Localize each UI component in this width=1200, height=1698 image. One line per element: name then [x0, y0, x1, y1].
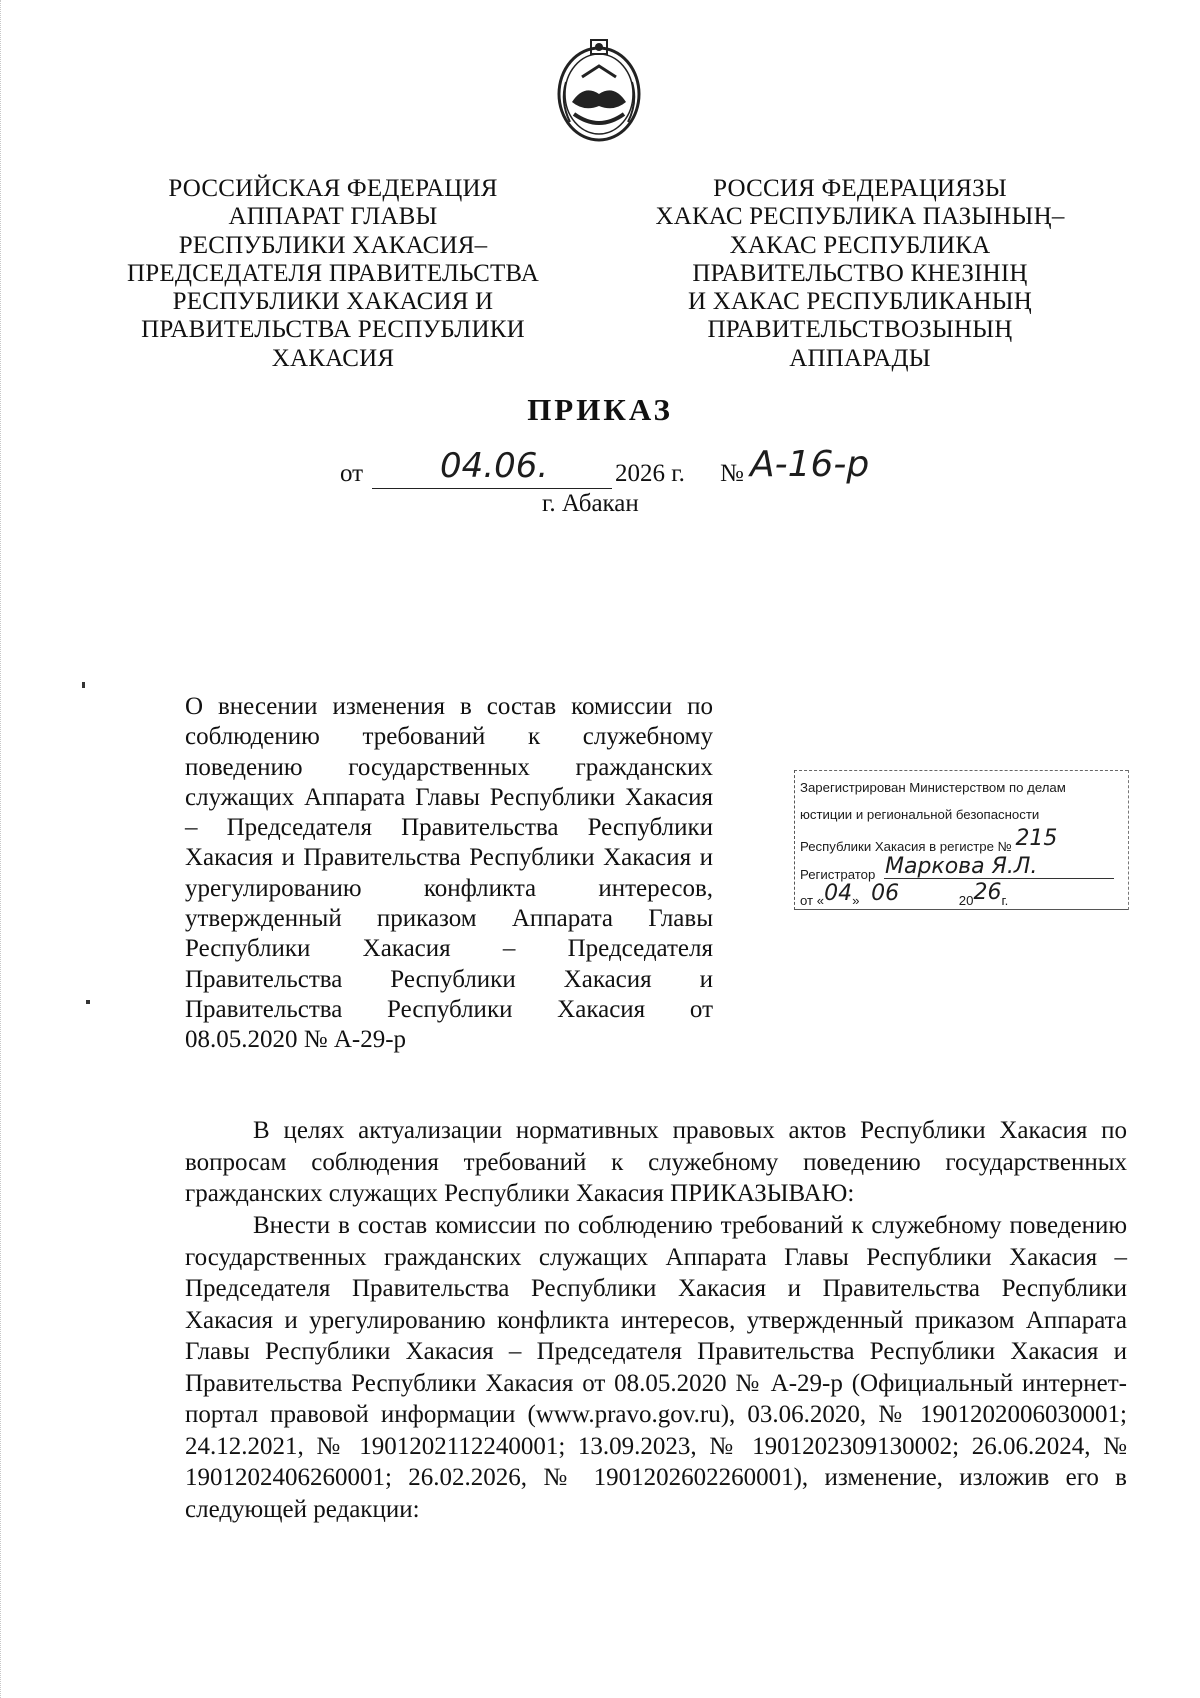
header-left-line: РЕСПУБЛИКИ ХАКАСИЯ–: [178, 231, 488, 259]
header-left-line: ПРАВИТЕЛЬСТВА РЕСПУБЛИКИ: [141, 316, 525, 344]
header-left-line: РОССИЙСКАЯ ФЕДЕРАЦИЯ: [168, 175, 498, 202]
stamp-border: [794, 770, 796, 910]
number-prefix: №: [720, 460, 744, 487]
stamp-line-2: юстиции и региональной безопасности: [800, 807, 1040, 822]
header-right-line: ХАКАС РЕСПУБЛИКА ПАЗЫНЫҢ–: [655, 203, 1065, 231]
order-subject: О внесении изменения в состав комиссии по соблюдению требований к служебному поведению государственных гражданских служащих Аппарата Главы Республики Хакасия – Председателя Правительства Республики Хакасия и Правительства Республики Хакасия и урегулированию конфликта интересов, утвержденный приказом Аппарата Главы Республики Хакасия – Председателя Правительства Республики Хакасия и Правительства Республики Хакасия от 08.05.2020 № А-29-р: [185, 693, 713, 1054]
header-right-line: ХАКАС РЕСПУБЛИКА: [729, 231, 991, 259]
header-left-line: АППАРАТ ГЛАВЫ: [228, 203, 438, 231]
registration-stamp: [794, 754, 1130, 926]
stamp-reg-number: 215: [1015, 826, 1058, 851]
scan-speck: [86, 1000, 90, 1004]
date-underline: [372, 488, 612, 489]
stamp-line-1: Зарегистрирован Министерством по делам: [800, 780, 1066, 795]
stamp-register-prefix: Республики Хакасия в регистре №: [800, 839, 1012, 854]
header-right-line: АППАРАДЫ: [789, 344, 931, 372]
header-left-line: ПРЕДСЕДАТЕЛЯ ПРАВИТЕЛЬСТВА: [127, 259, 539, 287]
year-text: 2026 г.: [615, 460, 685, 487]
scan-speck: [82, 682, 85, 688]
stamp-border: [794, 770, 1128, 771]
stamp-registrar-signature: Маркова Я.Л.: [884, 854, 1038, 879]
date-prefix: от: [340, 460, 364, 487]
stamp-date-year-prefix: 20: [958, 893, 974, 908]
header-right-line: РОССИЯ ФЕДЕРАЦИЯЗЫ: [713, 175, 1007, 202]
stamp-date-month: 06: [871, 881, 900, 906]
document-title: ПРИКАЗ: [527, 392, 673, 427]
header-right-line: ПРАВИТЕЛЬСТВОЗЫНЫҢ: [707, 316, 1013, 344]
stamp-date-suffix: г.: [1001, 893, 1009, 908]
page-edge: [0, 0, 5, 1698]
date-handwritten: 04.06.: [440, 446, 549, 486]
stamp-date-day: 04: [824, 881, 853, 906]
stamp-date-prefix: от «: [800, 893, 825, 908]
header-right-line: ПРАВИТЕЛЬСТВО КНЕЗIНIҢ: [692, 259, 1028, 287]
number-handwritten: А-16-р: [750, 444, 870, 485]
body-paragraph: Внести в состав комиссии по соблюдению требований к служебному поведению государственных гражданских служащих Аппарата Главы Республики Хакасия – Председателя Правительства Республики Хакасия и Правительства Республики Хакасия и урегулированию конфликта интересов, утвержденный приказом Аппарата Главы Республики Хакасия – Председателя Правительства Республики Хакасия и Правительства Республики Хакасия от 08.05.2020 № А-29-р (Официальный интернет-портал правовой информации (www.pravo.gov.ru), 03.06.2020, № 1901202006030001; 24.12.2021, № 1901202112240001; 13.09.2023, № 1901202309130002; 26.06.2024, № 1901202406260001; 26.02.2026, № 1901202602260001), изменение, изложив его в следующей редакции:: [185, 1212, 1127, 1523]
city: г. Абакан: [542, 490, 639, 517]
header-right-khakas: [640, 175, 1080, 373]
header-right-line: И ХАКАС РЕСПУБЛИКАНЫҢ: [687, 288, 1032, 316]
stamp-date-sep: »: [852, 893, 860, 908]
header-left-line: РЕСПУБЛИКИ ХАКАСИЯ И: [172, 288, 494, 316]
stamp-border: [1128, 770, 1129, 910]
body-paragraph: В целях актуализации нормативных правовых актов Республики Хакасия по вопросам соблюдения требований к служебному поведению государственных гражданских служащих Республики Хакасия ПРИКАЗЫВАЮ:: [185, 1117, 1127, 1207]
header-left-russian: [118, 175, 548, 373]
stamp-date-year: 26: [973, 880, 1002, 905]
coat-of-arms-icon: [544, 32, 654, 150]
stamp-date-line: [800, 880, 1009, 911]
header-left-line: ХАКАСИЯ: [271, 344, 395, 372]
stamp-underline: [884, 878, 1114, 879]
stamp-registrar-label: Регистратор: [800, 867, 876, 882]
